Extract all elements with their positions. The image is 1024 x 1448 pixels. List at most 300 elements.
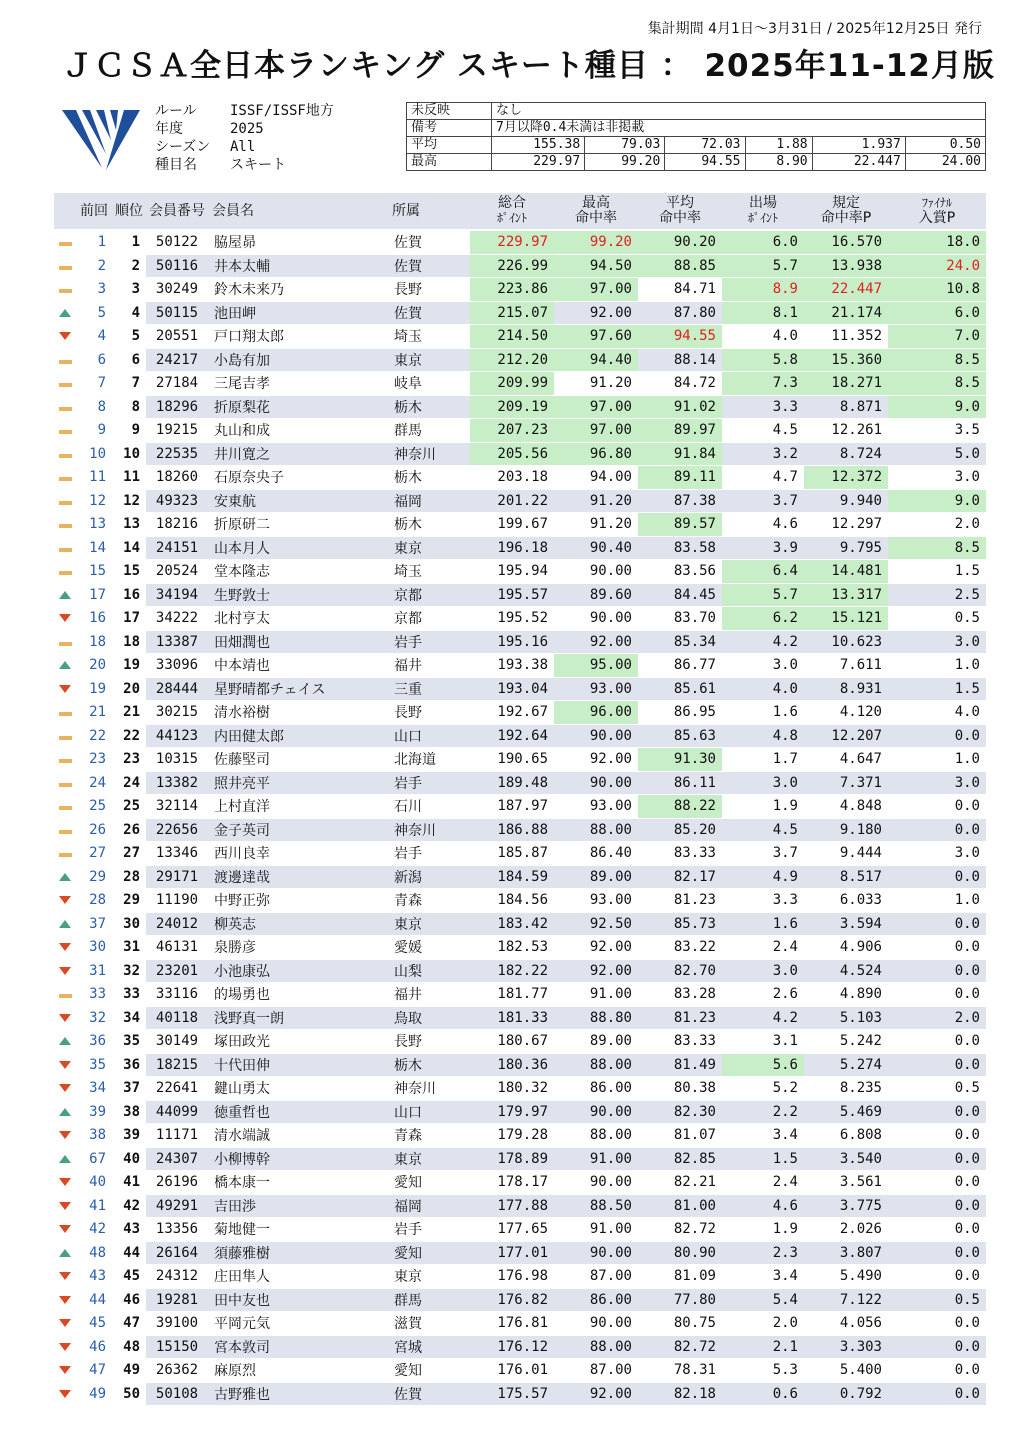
member-name-cell: 柳英志	[208, 912, 388, 936]
member-name-cell: 石原奈央子	[208, 466, 388, 490]
member-no-cell: 30215	[146, 701, 208, 725]
member-no-cell: 39100	[146, 1312, 208, 1336]
prev-rank-cell: 10	[76, 442, 112, 466]
member-name-cell: 星野晴都チェイス	[208, 677, 388, 701]
member-name-cell: 脇屋昴	[208, 230, 388, 254]
best-cell: 90.00	[554, 1312, 638, 1336]
prefecture-cell: 滋賀	[388, 1312, 470, 1336]
rank-cell: 30	[112, 912, 146, 936]
dash-icon	[59, 994, 72, 998]
reg-cell: 16.570	[804, 230, 888, 254]
prev-rank-cell: 13	[76, 513, 112, 537]
prefecture-cell: 群馬	[388, 419, 470, 443]
trend-cell	[54, 630, 76, 654]
avg-cell: 84.72	[638, 372, 722, 396]
prefecture-cell: 山口	[388, 724, 470, 748]
trend-cell	[54, 959, 76, 983]
final-cell: 0.0	[888, 936, 986, 960]
trend-cell	[54, 724, 76, 748]
meta-block	[155, 102, 380, 174]
member-no-cell: 13382	[146, 771, 208, 795]
table-row	[54, 395, 986, 419]
final-cell: 0.0	[888, 983, 986, 1007]
dash-icon	[59, 242, 72, 246]
trend-cell	[54, 466, 76, 490]
entry-cell: 1.9	[722, 1218, 804, 1242]
avg-cell: 82.18	[638, 1382, 722, 1406]
member-no-cell: 28444	[146, 677, 208, 701]
final-cell: 0.0	[888, 912, 986, 936]
final-cell: 0.0	[888, 1241, 986, 1265]
col-avg	[638, 193, 722, 230]
entry-cell: 3.3	[722, 395, 804, 419]
table-row	[54, 1053, 986, 1077]
prev-rank-cell: 33	[76, 983, 112, 1007]
member-no-cell: 40118	[146, 1006, 208, 1030]
rank-cell: 14	[112, 536, 146, 560]
dash-icon	[59, 548, 72, 552]
trend-cell	[54, 654, 76, 678]
table-row	[54, 795, 986, 819]
prefecture-cell: 岐阜	[388, 372, 470, 396]
total-cell: 195.52	[470, 607, 554, 631]
member-no-cell: 18216	[146, 513, 208, 537]
member-no-cell: 20551	[146, 325, 208, 349]
avg-cell: 87.38	[638, 489, 722, 513]
table-row	[54, 1359, 986, 1383]
final-cell: 0.0	[888, 818, 986, 842]
reg-cell: 12.261	[804, 419, 888, 443]
prev-rank-cell: 30	[76, 936, 112, 960]
trend-cell	[54, 936, 76, 960]
best-cell: 96.80	[554, 442, 638, 466]
final-cell: 0.5	[888, 1077, 986, 1101]
rank-cell: 20	[112, 677, 146, 701]
final-cell: 3.0	[888, 630, 986, 654]
table-row	[54, 1312, 986, 1336]
prefecture-cell: 長野	[388, 278, 470, 302]
member-name-cell: 上村直洋	[208, 795, 388, 819]
rank-cell: 47	[112, 1312, 146, 1336]
prev-rank-cell: 22	[76, 724, 112, 748]
trend-cell	[54, 1382, 76, 1406]
total-cell: 179.28	[470, 1124, 554, 1148]
avg-cell: 88.14	[638, 348, 722, 372]
trend-cell	[54, 865, 76, 889]
triangle-down-icon	[59, 614, 71, 622]
avg-cell: 91.02	[638, 395, 722, 419]
prev-rank-cell: 44	[76, 1288, 112, 1312]
entry-cell: 3.4	[722, 1265, 804, 1289]
table-row	[54, 1194, 986, 1218]
triangle-up-icon	[59, 1155, 71, 1163]
rank-cell: 42	[112, 1194, 146, 1218]
trend-cell	[54, 795, 76, 819]
reg-cell: 3.303	[804, 1335, 888, 1359]
total-cell: 212.20	[470, 348, 554, 372]
member-name-cell: 鍵山勇太	[208, 1077, 388, 1101]
entry-cell: 5.8	[722, 348, 804, 372]
table-row	[54, 1124, 986, 1148]
best-cell: 92.00	[554, 301, 638, 325]
trend-cell	[54, 395, 76, 419]
entry-cell: 3.4	[722, 1124, 804, 1148]
reg-cell: 8.235	[804, 1077, 888, 1101]
col-final-line1: ﾌｧｲﾅﾙ	[921, 196, 952, 210]
best-cell: 92.00	[554, 936, 638, 960]
prefecture-cell: 栃木	[388, 466, 470, 490]
trend-cell	[54, 583, 76, 607]
rank-cell: 8	[112, 395, 146, 419]
best-cell: 90.00	[554, 1100, 638, 1124]
avg-cell: 81.23	[638, 1006, 722, 1030]
member-name-cell: 鈴木未来乃	[208, 278, 388, 302]
prefecture-cell: 青森	[388, 889, 470, 913]
entry-cell: 2.0	[722, 1312, 804, 1336]
member-no-cell: 34194	[146, 583, 208, 607]
avg-cell: 80.75	[638, 1312, 722, 1336]
member-name-cell: 小池康弘	[208, 959, 388, 983]
member-no-cell: 49291	[146, 1194, 208, 1218]
reg-cell: 7.371	[804, 771, 888, 795]
trend-cell	[54, 1194, 76, 1218]
prefecture-cell: 佐賀	[388, 254, 470, 278]
trend-cell	[54, 1218, 76, 1242]
table-row	[54, 1382, 986, 1406]
prefecture-cell: 岩手	[388, 771, 470, 795]
total-cell: 176.81	[470, 1312, 554, 1336]
final-cell: 18.0	[888, 230, 986, 254]
prev-rank-cell: 41	[76, 1194, 112, 1218]
trend-cell	[54, 254, 76, 278]
prefecture-cell: 東京	[388, 1265, 470, 1289]
rank-cell: 36	[112, 1053, 146, 1077]
trend-cell	[54, 278, 76, 302]
member-no-cell: 13356	[146, 1218, 208, 1242]
table-row	[54, 889, 986, 913]
final-cell: 8.5	[888, 536, 986, 560]
col-best-line1: 最高	[582, 195, 610, 211]
entry-cell: 8.1	[722, 301, 804, 325]
trend-cell	[54, 1288, 76, 1312]
rank-cell: 3	[112, 278, 146, 302]
total-cell: 214.50	[470, 325, 554, 349]
dash-icon	[59, 501, 72, 505]
table-row	[54, 536, 986, 560]
prev-rank-cell: 4	[76, 325, 112, 349]
prev-rank-cell: 11	[76, 466, 112, 490]
best-cell: 92.00	[554, 1382, 638, 1406]
rank-cell: 17	[112, 607, 146, 631]
avg-cell: 83.28	[638, 983, 722, 1007]
col-final	[888, 193, 986, 230]
avg-cell: 86.95	[638, 701, 722, 725]
member-no-cell: 26196	[146, 1171, 208, 1195]
member-name-cell: 折原研二	[208, 513, 388, 537]
entry-cell: 5.2	[722, 1077, 804, 1101]
max-value: 229.97	[492, 154, 585, 171]
member-no-cell: 50122	[146, 230, 208, 254]
total-cell: 180.36	[470, 1053, 554, 1077]
reg-cell: 9.940	[804, 489, 888, 513]
prefecture-cell: 東京	[388, 912, 470, 936]
triangle-up-icon	[59, 1037, 71, 1045]
trend-cell	[54, 442, 76, 466]
trend-cell	[54, 607, 76, 631]
total-cell: 190.65	[470, 748, 554, 772]
prefecture-cell: 埼玉	[388, 325, 470, 349]
prev-rank-cell: 2	[76, 254, 112, 278]
prefecture-cell: 佐賀	[388, 230, 470, 254]
member-no-cell: 30249	[146, 278, 208, 302]
prev-rank-cell: 14	[76, 536, 112, 560]
trend-cell	[54, 1053, 76, 1077]
member-name-cell: 井川寛之	[208, 442, 388, 466]
col-name: 会員名	[208, 193, 388, 230]
col-rank: 順位	[112, 193, 146, 230]
avg-cell: 83.33	[638, 842, 722, 866]
entry-cell: 2.6	[722, 983, 804, 1007]
prev-rank-cell: 6	[76, 348, 112, 372]
trend-cell	[54, 301, 76, 325]
prev-rank-cell: 21	[76, 701, 112, 725]
prev-rank-cell: 1	[76, 230, 112, 254]
best-cell: 97.00	[554, 278, 638, 302]
prev-rank-cell: 26	[76, 818, 112, 842]
triangle-down-icon	[59, 1084, 71, 1092]
triangle-up-icon	[59, 591, 71, 599]
prev-rank-cell: 5	[76, 301, 112, 325]
rank-cell: 33	[112, 983, 146, 1007]
reg-cell: 7.122	[804, 1288, 888, 1312]
table-row	[54, 325, 986, 349]
member-no-cell: 46131	[146, 936, 208, 960]
total-cell: 195.94	[470, 560, 554, 584]
trend-cell	[54, 1241, 76, 1265]
final-cell: 0.0	[888, 724, 986, 748]
table-row	[54, 724, 986, 748]
prefecture-cell: 群馬	[388, 1288, 470, 1312]
rank-cell: 15	[112, 560, 146, 584]
member-no-cell: 15150	[146, 1335, 208, 1359]
total-cell: 229.97	[470, 230, 554, 254]
table-row	[54, 1030, 986, 1054]
best-cell: 88.00	[554, 1335, 638, 1359]
prefecture-cell: 佐賀	[388, 301, 470, 325]
entry-cell: 3.1	[722, 1030, 804, 1054]
final-cell: 3.5	[888, 419, 986, 443]
prev-rank-cell: 9	[76, 419, 112, 443]
avg-cell: 80.38	[638, 1077, 722, 1101]
best-cell: 90.00	[554, 607, 638, 631]
prev-rank-cell: 17	[76, 583, 112, 607]
rank-cell: 37	[112, 1077, 146, 1101]
member-no-cell: 26362	[146, 1359, 208, 1383]
member-no-cell: 18296	[146, 395, 208, 419]
table-row	[54, 936, 986, 960]
reg-cell: 5.400	[804, 1359, 888, 1383]
reg-cell: 4.890	[804, 983, 888, 1007]
final-cell: 0.0	[888, 1053, 986, 1077]
prefecture-cell: 山口	[388, 1100, 470, 1124]
member-no-cell: 33116	[146, 983, 208, 1007]
table-row	[54, 466, 986, 490]
table-row	[54, 348, 986, 372]
avg-cell: 85.34	[638, 630, 722, 654]
meta-row	[155, 156, 380, 174]
col-member-no: 会員番号	[146, 193, 208, 230]
prefecture-cell: 京都	[388, 607, 470, 631]
total-cell: 201.22	[470, 489, 554, 513]
entry-cell: 2.4	[722, 936, 804, 960]
prefecture-cell: 神奈川	[388, 442, 470, 466]
avg-cell: 81.07	[638, 1124, 722, 1148]
dash-icon	[59, 524, 72, 528]
final-cell: 1.0	[888, 889, 986, 913]
col-reg-line1: 規定	[832, 195, 860, 211]
member-name-cell: 北村亨太	[208, 607, 388, 631]
trend-cell	[54, 1265, 76, 1289]
avg-value: 155.38	[492, 137, 585, 154]
best-cell: 87.00	[554, 1359, 638, 1383]
entry-cell: 0.6	[722, 1382, 804, 1406]
prefecture-cell: 宮城	[388, 1335, 470, 1359]
rank-cell: 44	[112, 1241, 146, 1265]
avg-cell: 87.80	[638, 301, 722, 325]
entry-cell: 1.7	[722, 748, 804, 772]
final-cell: 0.0	[888, 959, 986, 983]
best-cell: 88.00	[554, 1124, 638, 1148]
col-entry-line1: 出場	[749, 195, 777, 211]
avg-cell: 86.77	[638, 654, 722, 678]
total-cell: 199.67	[470, 513, 554, 537]
entry-cell: 4.8	[722, 724, 804, 748]
avg-cell: 91.30	[638, 748, 722, 772]
meta-key: 年度	[155, 121, 183, 137]
best-cell: 94.50	[554, 254, 638, 278]
member-no-cell: 33096	[146, 654, 208, 678]
trend-cell	[54, 1077, 76, 1101]
reg-cell: 18.271	[804, 372, 888, 396]
avg-cell: 81.09	[638, 1265, 722, 1289]
table-row	[54, 1218, 986, 1242]
avg-value: 1.88	[745, 137, 812, 154]
prefecture-cell: 三重	[388, 677, 470, 701]
trend-cell	[54, 983, 76, 1007]
dash-icon	[59, 407, 72, 411]
member-name-cell: 山本月人	[208, 536, 388, 560]
rank-cell: 39	[112, 1124, 146, 1148]
best-cell: 91.00	[554, 1218, 638, 1242]
table-row	[54, 748, 986, 772]
col-total-line2: ﾎﾟｲﾝﾄ	[496, 211, 527, 225]
triangle-down-icon	[59, 1225, 71, 1233]
member-name-cell: 菊地健一	[208, 1218, 388, 1242]
best-cell: 89.00	[554, 865, 638, 889]
member-name-cell: 渡邊達哉	[208, 865, 388, 889]
entry-cell: 5.4	[722, 1288, 804, 1312]
best-cell: 90.00	[554, 1171, 638, 1195]
member-no-cell: 50115	[146, 301, 208, 325]
final-cell: 0.0	[888, 1171, 986, 1195]
trend-cell	[54, 1171, 76, 1195]
table-row	[54, 1335, 986, 1359]
member-no-cell: 22641	[146, 1077, 208, 1101]
entry-cell: 6.0	[722, 230, 804, 254]
table-row	[54, 771, 986, 795]
final-cell: 0.0	[888, 1194, 986, 1218]
max-label: 最高	[407, 154, 492, 171]
reg-cell: 3.775	[804, 1194, 888, 1218]
triangle-down-icon	[59, 1319, 71, 1327]
dash-icon	[59, 289, 72, 293]
best-cell: 89.60	[554, 583, 638, 607]
entry-cell: 3.3	[722, 889, 804, 913]
best-cell: 91.00	[554, 983, 638, 1007]
prefecture-cell: 佐賀	[388, 1382, 470, 1406]
best-cell: 88.80	[554, 1006, 638, 1030]
rank-cell: 5	[112, 325, 146, 349]
prefecture-cell: 愛知	[388, 1171, 470, 1195]
total-cell: 195.57	[470, 583, 554, 607]
prefecture-cell: 東京	[388, 536, 470, 560]
member-name-cell: 小柳博幹	[208, 1147, 388, 1171]
reg-cell: 4.120	[804, 701, 888, 725]
final-cell: 2.5	[888, 583, 986, 607]
prefecture-cell: 愛媛	[388, 936, 470, 960]
avg-cell: 85.73	[638, 912, 722, 936]
final-cell: 1.5	[888, 677, 986, 701]
entry-cell: 3.0	[722, 654, 804, 678]
member-no-cell: 24307	[146, 1147, 208, 1171]
final-cell: 0.0	[888, 1030, 986, 1054]
reg-cell: 8.871	[804, 395, 888, 419]
rank-cell: 10	[112, 442, 146, 466]
member-name-cell: 清水端誠	[208, 1124, 388, 1148]
avg-value: 1.937	[812, 137, 905, 154]
entry-cell: 4.5	[722, 818, 804, 842]
trend-cell	[54, 818, 76, 842]
reg-cell: 21.174	[804, 301, 888, 325]
rank-cell: 49	[112, 1359, 146, 1383]
reg-cell: 9.795	[804, 536, 888, 560]
reg-cell: 0.792	[804, 1382, 888, 1406]
rank-cell: 16	[112, 583, 146, 607]
member-no-cell: 13346	[146, 842, 208, 866]
member-name-cell: 丸山和成	[208, 419, 388, 443]
rank-cell: 35	[112, 1030, 146, 1054]
rank-cell: 32	[112, 959, 146, 983]
prev-rank-cell: 34	[76, 1077, 112, 1101]
dash-icon	[59, 806, 72, 810]
reg-cell: 3.594	[804, 912, 888, 936]
trend-cell	[54, 560, 76, 584]
avg-cell: 82.30	[638, 1100, 722, 1124]
final-cell: 0.0	[888, 1359, 986, 1383]
member-no-cell: 11171	[146, 1124, 208, 1148]
prev-rank-cell: 48	[76, 1241, 112, 1265]
entry-cell: 7.3	[722, 372, 804, 396]
final-cell: 0.0	[888, 1312, 986, 1336]
prev-rank-cell: 49	[76, 1382, 112, 1406]
entry-cell: 3.7	[722, 489, 804, 513]
entry-cell: 5.3	[722, 1359, 804, 1383]
prefecture-cell: 岩手	[388, 842, 470, 866]
final-cell: 2.0	[888, 513, 986, 537]
member-no-cell: 23201	[146, 959, 208, 983]
prev-rank-cell: 15	[76, 560, 112, 584]
member-name-cell: 塚田政光	[208, 1030, 388, 1054]
